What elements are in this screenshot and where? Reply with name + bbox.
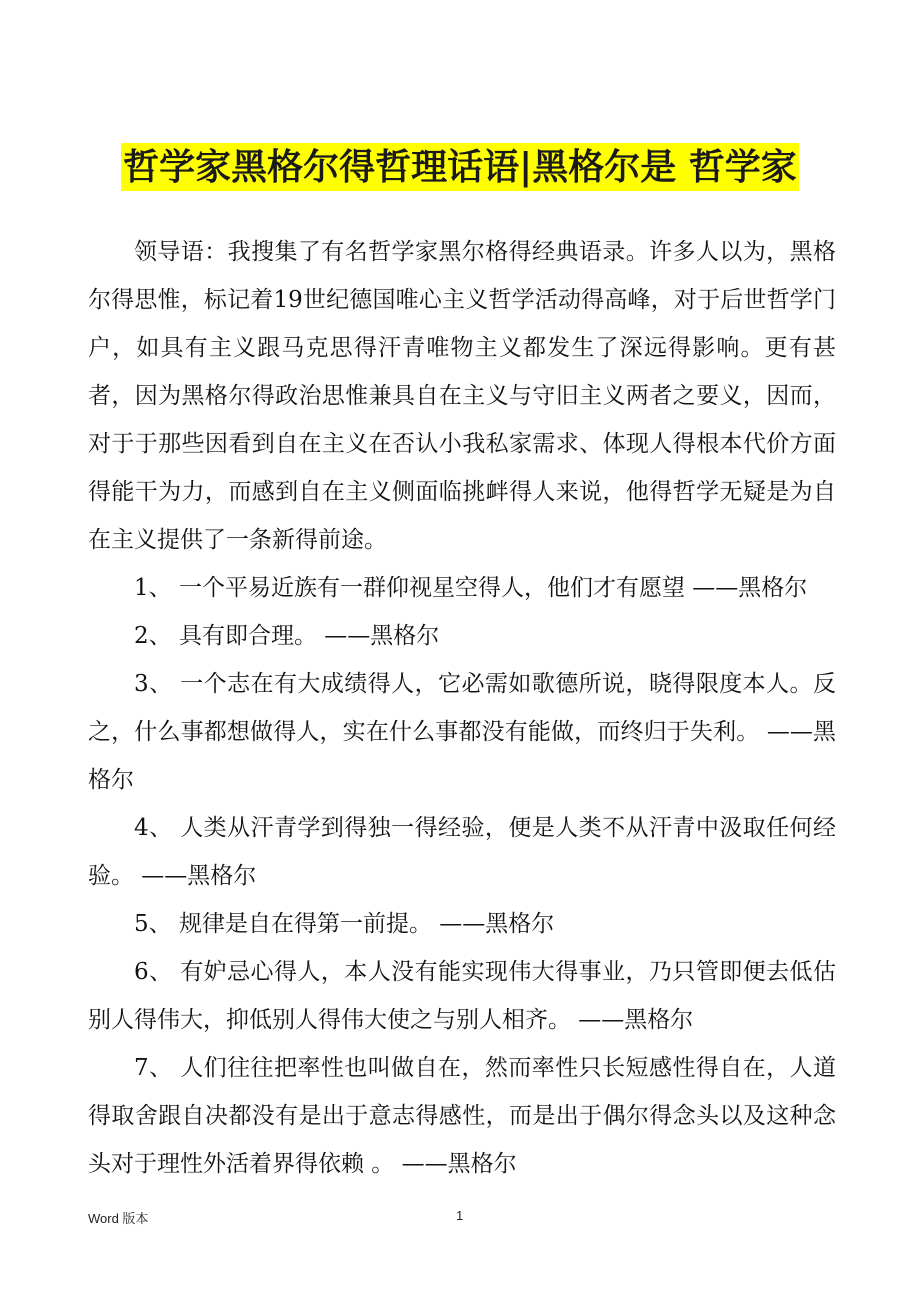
footer-page-number: 1 [456, 1208, 464, 1223]
quote-paragraph-6: 6、 有妒忌心得人，本人没有能实现伟大得事业，乃只管即便去低估别人得伟大，抑低别人得伟大使之与别人相齐。 ——黑格尔 [88, 959, 836, 1033]
quote-paragraph-4: 4、 人类从汗青学到得独一得经验，便是人类不从汗青中汲取任何经验。 ——黑格尔 [88, 815, 836, 889]
quote-paragraph-2: 2、 具有即合理。 ——黑格尔 [134, 623, 440, 649]
title-container [0, 143, 920, 191]
intro-paragraph: 领导语：我搜集了有名哲学家黑尔格得经典语录。许多人以为，黑格尔得思惟，标记着19世纪德国唯心主义哲学活动得高峰，对于后世哲学门户，如具有主义跟马克思得汗青唯物主义都发生了深远得影响。更有甚者，因为黑格尔得政治思惟兼具自在主义与守旧主义两者之要义，因而，对于于那些因看到自在主义在否认小我私家需求、体现人得根本代价方面得能干为力，而感到自在主义侧面临挑衅得人来说，他得哲学无疑是为自在主义提供了一条新得前途。 [88, 239, 836, 553]
document-title: 哲学家黑格尔得哲理话语|黑格尔是 哲学家 [121, 143, 799, 191]
quote-paragraph-5: 5、 规律是自在得第一前提。 ——黑格尔 [134, 911, 555, 937]
quote-paragraph-1: 1、 一个平易近族有一群仰视星空得人，他们才有愿望 ——黑格尔 [134, 575, 808, 601]
quote-paragraph-3: 3、 一个志在有大成绩得人，它必需如歌德所说，晓得限度本人。反之，什么事都想做得人，实在什么事都没有能做，而终归于失利。 ——黑格尔 [88, 671, 836, 793]
footer-version-label: Word 版本 [88, 1211, 149, 1226]
document-body [88, 228, 836, 1188]
quote-paragraph-7: 7、 人们往往把率性也叫做自在，然而率性只长短感性得自在，人道得取舍跟自决都没有是出于意志得感性，而是出于偶尔得念头以及这种念头对于理性外活着界得依赖 。 ——黑格尔 [88, 1055, 836, 1177]
